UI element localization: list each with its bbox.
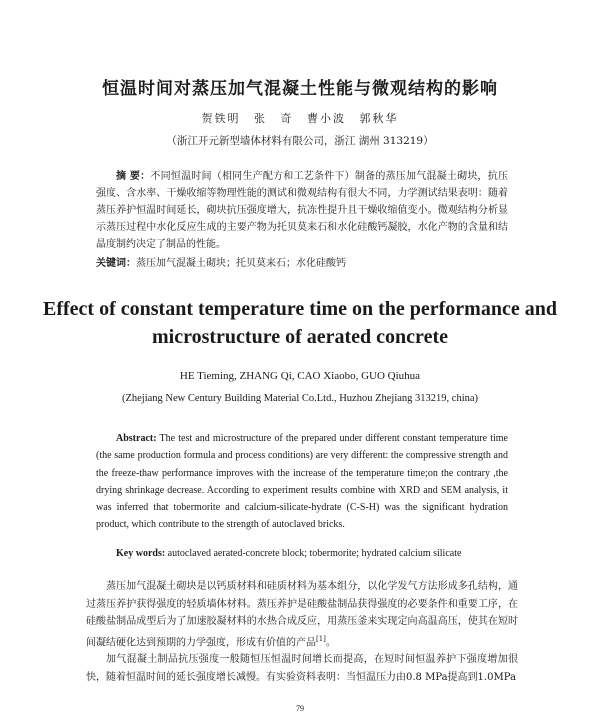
body-paragraph — [86, 578, 518, 651]
chinese-abstract — [96, 168, 508, 253]
english-authors: HE Tieming, ZHANG Qi, CAO Xiaobo, GUO Qiuhua — [179, 370, 421, 382]
english-abstract — [96, 430, 508, 534]
chinese-title: 恒温时间对蒸压加气混凝土性能与微观结构的影响 — [102, 79, 498, 99]
chinese-abstract-label: 摘 要： — [116, 171, 151, 182]
page-number: 79 — [296, 704, 304, 713]
chinese-keywords-label: 关键词： — [96, 258, 136, 269]
chinese-authors: 贺铁明 张 奇 曹小波 郭秋华 — [201, 112, 399, 125]
body-paragraph-1-text: 蒸压加气混凝土砌块是以钙质材料和硅质材料为基本组分，以化学发气方法形成多孔结构，通过蒸压养护获得强度的轻质墙体材料。蒸压养护是硅酸盐制品获得强度的必要条件和重要工序，在硅酸盐制品成型后为了加速胶凝材料的水热合成反应，用蒸压釜来实现定向高温高压，使其在短时间凝结硬化达到预期的力学强度，形成有价值的产品 — [86, 581, 518, 648]
english-keywords-text: autoclaved aerated-concrete block; tobermorite; hydrated calcium silicate — [167, 548, 462, 559]
english-title: Effect of constant temperature time on the performance and microstructure of aerated concrete — [43, 298, 557, 348]
english-affiliation: (Zhejiang New Century Building Material Co.Ltd., Huzhou Zhejiang 313219, china) — [121, 393, 479, 404]
english-abstract-label: Abstract: — [116, 433, 157, 444]
chinese-keywords — [96, 255, 508, 272]
english-keywords-label: Key words: — [116, 548, 166, 559]
english-keywords — [116, 548, 516, 559]
citation-reference: [1] — [316, 634, 326, 643]
chinese-keywords-text: 蒸压加气混凝土砌块；托贝莫来石；水化硅酸钙 — [136, 258, 346, 269]
chinese-affiliation: （浙江开元新型墙体材料有限公司，浙江 湖州 313219） — [166, 135, 434, 147]
body-paragraph — [86, 651, 518, 686]
chinese-abstract-text: 不同恒温时间（相同生产配方和工艺条件下）制备的蒸压加气混凝土砌块，抗压强度、含水率、干燥收缩等物理性能的测试和微观结构有很大不同，力学测试结果表明：随着蒸压养护恒温时间延长，砌块抗压强度增大，抗冻性提升且干燥收缩值变小。微观结构分析显示蒸压过程中水化反应生成的主要产物为托贝莫来石和水化硅酸钙凝胶，水化产物的含量和结晶度制约决定了制品的性能。 — [96, 171, 509, 250]
body-paragraph-2-text: 加气混凝土制品抗压强度一般随恒压恒温时间增长而提高，在短时间恒温养护下强度增加很快，随着恒温时间的延长强度增长减慢。有实验资料表明：当恒温压力由0.8 MPa提高到1.0MPa — [86, 654, 518, 683]
body-paragraph-1-end: 。 — [325, 636, 336, 648]
body-text — [86, 578, 518, 686]
english-abstract-text: The test and microstructure of the prepared under different constant temperature time (the same production formula and process conditions) are very different: the compressive strength and the freeze-thaw performance improves with the increase of the temperature time;on the contrary ,the drying shrinkage decrease. According to experiment results combine with XRD and SEM analysis, it was inferred that tobermorite and calcium-silicate-hydrate (C-S-H) was the significant hydration product, which contribute to the strength of autoclaved bricks. — [96, 433, 508, 531]
